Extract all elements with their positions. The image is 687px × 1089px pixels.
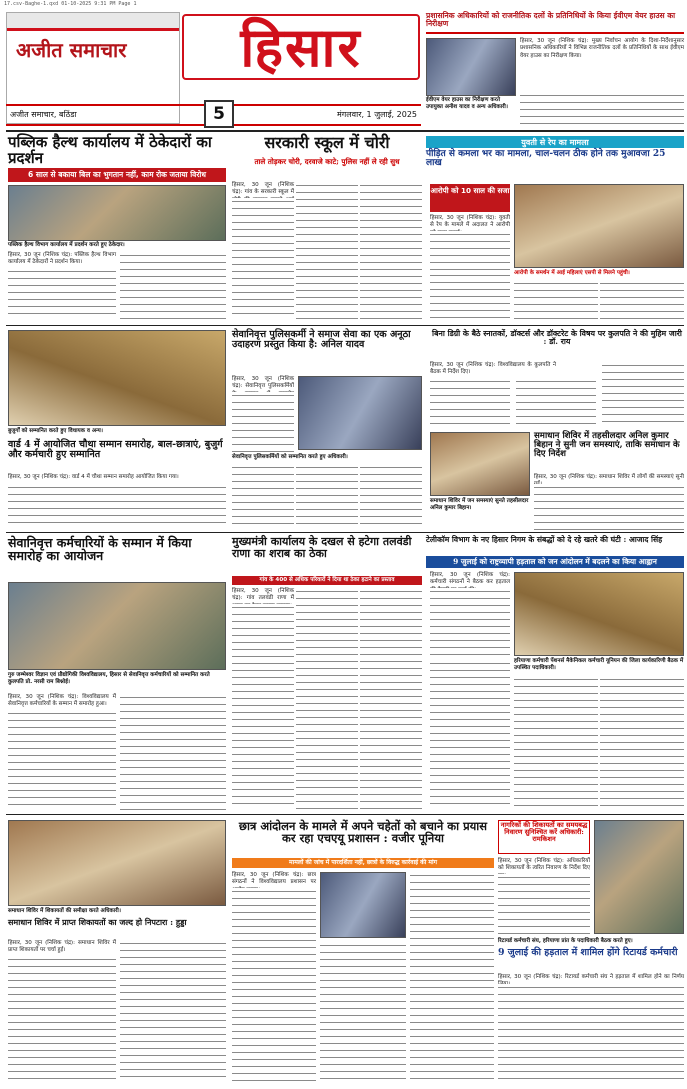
a11-lines-1 bbox=[232, 888, 316, 1082]
a8-body: हिसार, 30 जून (निशिक चंद्र): विश्वविद्यालय में सेवानिवृत्त कर्मचारियों के सम्मान में समारोह हुआ। bbox=[8, 694, 116, 708]
a7-lines bbox=[534, 484, 684, 530]
a10-lines-1 bbox=[430, 588, 510, 656]
a12-lines-1 bbox=[8, 956, 116, 1082]
a1-caption: पब्लिक हैल्थ विभाग कार्यालय में प्रदर्शन करते हुए ठेकेदार। bbox=[8, 242, 125, 248]
a10-lines-4 bbox=[600, 676, 684, 810]
a6-lines-2 bbox=[516, 378, 596, 428]
a9-lines-1 bbox=[232, 604, 294, 810]
a4-lines-1 bbox=[232, 392, 294, 452]
a3-subhead: आरोपी को 10 साल की सजा bbox=[430, 184, 510, 212]
a3-lines-2 bbox=[514, 280, 598, 322]
a1-subhead: 6 साल से बकाया बिल का भुगतान नहीं, काम रोक जताया विरोध bbox=[8, 168, 226, 182]
a5-lines bbox=[8, 484, 226, 526]
a14-caption: रिटायर्ड कर्मचारी संघ, हरियाणा प्रांत के पदाधिकारी बैठक करते हुए। bbox=[498, 938, 633, 944]
a10-photo bbox=[514, 572, 684, 656]
a13-body: हिसार, 30 जून (निशिक चंद्र): अधिकारियों को शिकायतों के त्वरित निवारण के निर्देश दिए bbox=[498, 858, 590, 872]
a6-lines-1 bbox=[430, 378, 510, 428]
a11-lines-2 bbox=[320, 942, 406, 1082]
brand-name: अजीत समाचार bbox=[16, 38, 127, 62]
a4-caption: सेवानिवृत्त पुलिसकर्मियों को सम्मानित करते हुए अधिकारी। bbox=[232, 454, 348, 460]
a9-headline: मुख्यमंत्री कार्यालय के दखल से हटेगा तलवंडी राणा का शराब का ठेका bbox=[232, 535, 412, 560]
a7-caption: समाधान शिविर में जन समस्याएं सुनते तहसीलदार अनिल कुमार बिहान। bbox=[430, 498, 529, 511]
a14-headline: 9 जुलाई की हड़ताल में शामिल होंगे रिटायर्ड कर्मचारी bbox=[498, 947, 678, 958]
a1-headline: पब्लिक हैल्थ कार्यालय में ठेकेदारों का प्रदर्शन bbox=[8, 133, 212, 167]
edition-label: अजीत समाचार, बठिंडा bbox=[10, 110, 77, 119]
a10-body: हिसार, 30 जून (निशिक चंद्र): कर्मचारी संगठनों ने बैठक कर हड़ताल bbox=[430, 572, 510, 586]
a12-caption: समाधान शिविर में शिकायतों की समीक्षा करते अधिकारी। bbox=[8, 908, 121, 914]
a8-caption: गुरु जम्भेश्वर विज्ञान एवं प्रौद्योगिकी विश्वविद्यालय, हिसार से सेवानिवृत्त कर्मचारियों को सम्मानित करते कुलपति प्रो. नरसी राम बिश्नोई। bbox=[8, 672, 210, 685]
file-slug: 17.csv-Baghe-1.qxd 01-10-2025 9:31 PM Page 1 bbox=[4, 1, 137, 7]
a10-lines-2 bbox=[430, 660, 510, 810]
a4-photo bbox=[298, 376, 422, 450]
a6-body: हिसार, 30 जून (निशिक चंद्र): विश्वविद्यालय के कुलपति ने बैठक में निर्देश दिए। bbox=[430, 362, 556, 376]
page-number: 5 bbox=[204, 100, 234, 128]
a11-photo bbox=[320, 872, 406, 938]
a5-body: हिसार, 30 जून (निशिक चंद्र): वार्ड 4 में चौथा सम्मान समारोह आयोजित किया गया। bbox=[8, 474, 179, 480]
a5-photo bbox=[8, 330, 226, 426]
a14-lines bbox=[498, 984, 684, 1082]
side-photo bbox=[426, 38, 516, 96]
a4-lines-4 bbox=[360, 464, 422, 526]
a11-body: हिसार, 30 जून (निशिक चंद्र): छात्र संगठनों ने विश्वविद्यालय प्रशासन पर bbox=[232, 872, 316, 886]
side-headline: प्रशासनिक अधिकारियों को राजनीतिक दलों के प्रतिनिधियों के किया ईवीएम वेयर हाउस का निरीक्षण bbox=[426, 12, 684, 34]
a5-caption: बुजुर्गों को सम्मानित करते हुए विधायक व अन्य। bbox=[8, 428, 103, 434]
masthead-title: हिसार bbox=[240, 15, 362, 79]
a11-subhead: मामलों की जांच में पारदर्शिता नहीं, छात्रों के विरुद्ध कार्रवाई की मांग bbox=[232, 858, 494, 868]
a12-photo bbox=[8, 820, 226, 906]
a8-lines-1 bbox=[8, 710, 116, 810]
a9-body: हिसार, 30 जून (निशिक चंद्र): गांव तलवंडी राणा में bbox=[232, 588, 294, 602]
a4-body: हिसार, 30 जून (निशिक चंद्र): सेवानिवृत्त पुलिसकर्मियों bbox=[232, 376, 294, 390]
divider bbox=[6, 325, 684, 326]
divider bbox=[6, 532, 684, 533]
a9-lines-2 bbox=[296, 588, 358, 810]
a4-headline: सेवानिवृत्त पुलिसकर्मी ने समाज सेवा का एक अनूठा उदाहरण प्रस्तुत किया है: अनिल यादव bbox=[232, 329, 411, 351]
a2-headline: सरकारी स्कूल में चोरी bbox=[264, 133, 390, 152]
side-body: हिसार, 30 जून (निशिक चंद्र): मुख्य निर्वाचन आयोग के दिशा-निर्देशानुसार प्रशासनिक अधिकारियों ने विभिन्न राजनीतिक दलों के प्रतिनिधियों के साथ ईवीएम वेयर हाउस का निरीक्षण किया। bbox=[520, 38, 684, 59]
a8-photo bbox=[8, 582, 226, 670]
a8-lines-2 bbox=[120, 694, 226, 810]
divider bbox=[6, 130, 684, 132]
a7-body: हिसार, 30 जून (निशिक चंद्र): समाधान शिविर में लोगों की समस्याएं सुनी bbox=[534, 474, 684, 480]
divider bbox=[6, 814, 684, 815]
a12-headline: समाधान शिविर में प्राप्त शिकायतों का जल्द हो निपटारा : हुड्डा bbox=[8, 917, 187, 927]
date-label: मंगलवार, 1 जुलाई, 2025 bbox=[336, 110, 417, 119]
masthead bbox=[182, 14, 420, 80]
a2-lines-3 bbox=[360, 182, 422, 320]
a9-lines-3 bbox=[360, 588, 422, 810]
a4-lines-2 bbox=[232, 464, 294, 526]
a13-lines bbox=[498, 874, 590, 934]
a2-lines-2 bbox=[296, 182, 358, 320]
a13-headline: नागरिकों की शिकायतों का समयबद्ध निवारण सुनिश्चित करें अधिकारी: रामकिशन bbox=[498, 820, 590, 854]
a11-lines-3 bbox=[410, 872, 494, 1082]
a11-headline: छात्र आंदोलन के मामले में अपने चहेतों को बचाने का प्रयास कर रहा एचएयू प्रशासन : वजीर पूनिया bbox=[238, 819, 488, 846]
side-body-lines bbox=[520, 92, 684, 124]
side-photo-caption: ईवीएम वेयर हाउस का निरीक्षण करते उपायुक्त अनीश यादव व अन्य अधिकारी। bbox=[426, 97, 508, 110]
a3-lines-4 bbox=[430, 272, 510, 322]
a10-subhead: 9 जुलाई को राष्ट्रव्यापी हड़ताल को जन आंदोलन में बदलने का किया आह्वान bbox=[426, 556, 684, 568]
a3-caption: आरोपी के समर्थन में आई महिलाएं एसपी से मिलने पहुंची। bbox=[514, 270, 630, 276]
a12-body: हिसार, 30 जून (निशिक चंद्र): समाधान शिविर में प्राप्त शिकायतों पर चर्चा हुई। bbox=[8, 940, 116, 954]
a12-lines-2 bbox=[120, 940, 226, 1082]
a1-lines-2 bbox=[120, 252, 226, 320]
a7-photo bbox=[430, 432, 530, 496]
a3-lines-1 bbox=[430, 231, 510, 270]
a6-lines-3 bbox=[602, 362, 684, 428]
a2-lines-1 bbox=[232, 198, 294, 320]
a3-kicker: युवती से रेप का मामला bbox=[426, 136, 684, 148]
a14-photo-top bbox=[594, 820, 684, 934]
a3-headline: पीड़ित से कमला भर का मामला, चाल-चलन ठीक होने तक मुआवजा 25 लाख bbox=[426, 149, 666, 169]
a1-photo bbox=[8, 185, 226, 241]
a4-lines-3 bbox=[296, 464, 358, 526]
a10-headline: टेलीकॉम विभाग के नए हिसार निगम के संबद्धों को दे रहे खतरे की घंटी : आजाद सिंह bbox=[426, 535, 663, 544]
a3-photo bbox=[514, 184, 684, 268]
a7-headline: समाधान शिविर में तहसीलदार अनिल कुमार बिहान ने सुनी जन समस्याएं, ताकि समाधान के दिए निर्देश bbox=[534, 431, 680, 460]
a1-body: हिसार, 30 जून (निशिक चंद्र): पब्लिक हैल्थ विभाग कार्यालय में ठेकेदारों ने प्रदर्शन किया। bbox=[8, 252, 116, 266]
a10-caption: हरियाणा कर्मचारी पेंशनर्स मैकेनिकल कर्मचारी यूनियन की जिला कार्यकारिणी बैठक में उपस्थित पदाधिकारी। bbox=[514, 658, 684, 671]
a2-body: हिसार, 30 जून (निशिक चंद्र): गांव के सरकारी स्कूल में bbox=[232, 182, 294, 196]
a8-headline: सेवानिवृत्त कर्मचारियों के सम्मान में किया समारोह का आयोजन bbox=[8, 535, 192, 564]
a10-lines-3 bbox=[514, 676, 598, 810]
a6-headline: बिना डिग्री के बैठे स्नातकों, डॉक्टर्स और डॉक्टरेट के विषय पर कुलपति ने की मुहिम जारी : डॉ. राय bbox=[432, 329, 682, 347]
a1-lines-1 bbox=[8, 268, 116, 320]
a9-subhead: गांव के 400 से अधिक परिवारों ने दिया था ठेका हटाने का प्रस्ताव bbox=[232, 576, 422, 585]
a2-subhead: ताले तोड़कर चोरी, दरवाजे काटे; पुलिस नहीं ले रही सुध bbox=[254, 157, 400, 166]
a5-headline: वार्ड 4 में आयोजित चौथा सम्मान समारोह, बाल-छात्राएं, बुजुर्ग और कर्मचारी हुए सम्मानित bbox=[8, 439, 223, 460]
a14-body: हिसार, 30 जून (निशिक चंद्र): रिटायर्ड कर्मचारी संघ ने हड़ताल में शामिल होने का निर्णय bbox=[498, 974, 684, 980]
a3-body: हिसार, 30 जून (निशिक चंद्र): युवती से रेप के मामले में अदालत ने आरोपी bbox=[430, 215, 510, 229]
a3-lines-3 bbox=[600, 280, 684, 322]
